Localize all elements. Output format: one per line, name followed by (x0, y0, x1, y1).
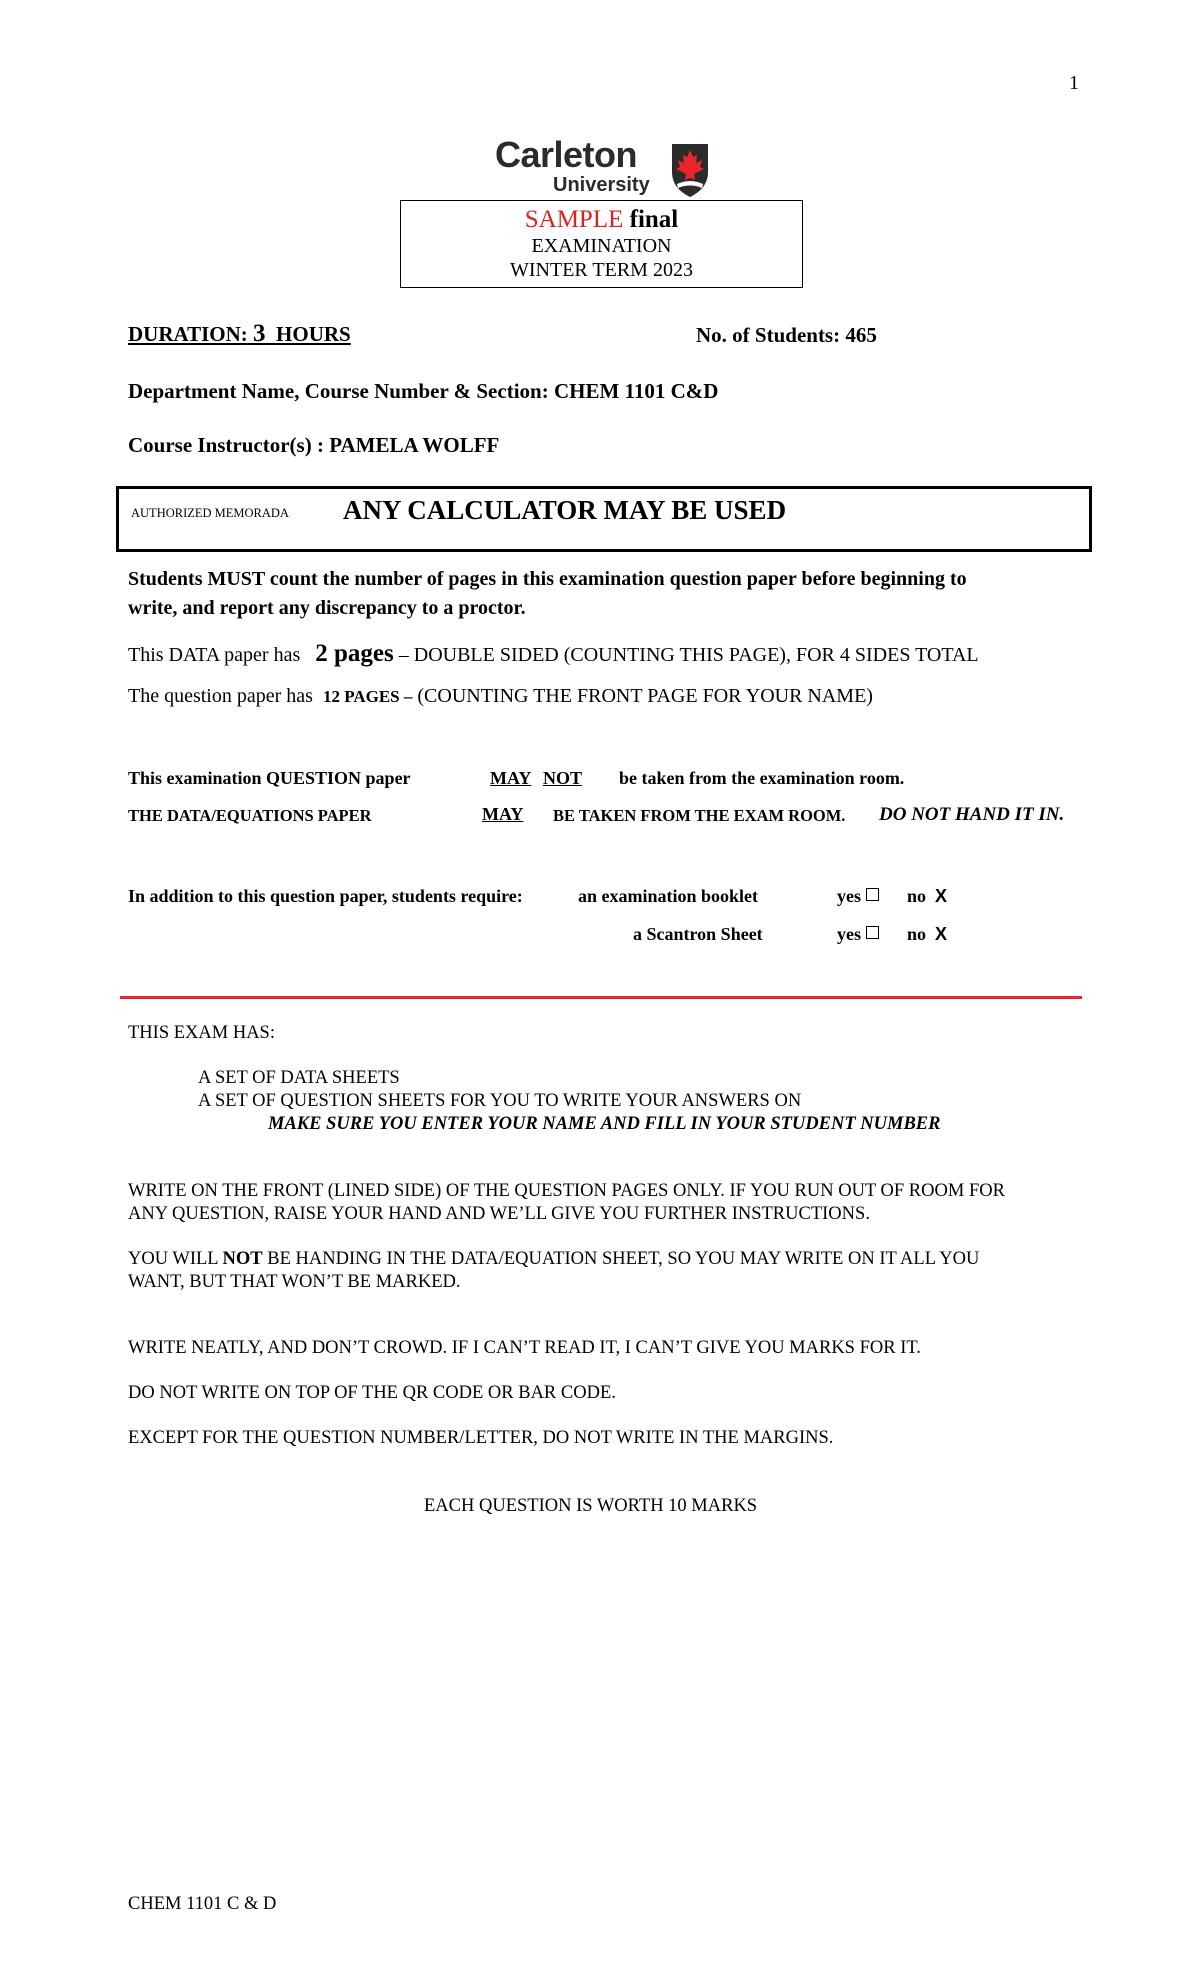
section-divider (120, 996, 1082, 999)
instruction-line: YOU WILL NOT BE HANDING IN THE DATA/EQUATION SHEET, SO YOU MAY WRITE ON IT ALL YOU (128, 1249, 980, 1269)
instruction-line: EXCEPT FOR THE QUESTION NUMBER/LETTER, DO NOT WRITE IN THE MARGINS. (128, 1428, 834, 1448)
logo-wordmark: Carleton (495, 134, 638, 175)
instruction-line: WRITE ON THE FRONT (LINED SIDE) OF THE QUESTION PAGES ONLY. IF YOU RUN OUT OF ROOM FOR (128, 1181, 1005, 1201)
data-paper-removal-may: MAY (482, 804, 524, 824)
data-paper-rest: – DOUBLE SIDED (COUNTING THIS PAGE), FOR 4 SIDES TOTAL (398, 644, 979, 666)
requirement-yes: yes (837, 924, 879, 945)
question-paper-count: 12 PAGES – (322, 687, 413, 706)
duration-label: DURATION: (128, 322, 248, 346)
not-emphasis: NOT (222, 1249, 263, 1269)
yes-checkbox (866, 888, 879, 901)
duration (128, 320, 351, 348)
student-count: No. of Students: 465 (696, 323, 877, 347)
logo-subtitle: University (553, 174, 650, 196)
memoranda-value: ANY CALCULATOR MAY BE USED (343, 495, 787, 525)
exam-title-box (400, 200, 803, 288)
question-paper-rest: (COUNTING THE FRONT PAGE FOR YOUR NAME) (417, 685, 873, 707)
data-paper-prefix: This DATA paper has (128, 644, 301, 666)
yes-checkbox (866, 926, 879, 939)
data-paper-count: 2 pages (315, 640, 394, 667)
instruction-line: ANY QUESTION, RAISE YOUR HAND AND WE’LL GIVE YOU FURTHER INSTRUCTIONS. (128, 1204, 870, 1224)
requirement-yes: yes (837, 886, 879, 907)
course-instructor: Course Instructor(s) : PAMELA WOLFF (128, 433, 500, 457)
no-mark: X (935, 886, 948, 906)
department-course: Department Name, Course Number & Section: CHEM 1101 C&D (128, 379, 719, 403)
final-label: final (629, 206, 679, 233)
question-paper-removal-prefix: This examination QUESTION paper (128, 768, 411, 788)
authorized-memoranda-box (116, 486, 1092, 552)
question-paper-removal-rest: be taken from the examination room. (619, 768, 905, 788)
duration-value: 3 (253, 320, 266, 347)
do-not-hand-in: DO NOT HAND IT IN. (879, 804, 1065, 825)
exam-has-heading: THIS EXAM HAS: (128, 1023, 275, 1043)
data-paper-removal-rest: BE TAKEN FROM THE EXAM ROOM. (553, 806, 846, 825)
instruction-line: WRITE NEATLY, AND DON’T CROWD. IF I CAN’T READ IT, I CAN’T GIVE YOU MARKS FOR IT. (128, 1338, 921, 1358)
no-mark: X (935, 924, 948, 944)
question-paper-prefix: The question paper has (128, 685, 313, 707)
exam-has-item: A SET OF QUESTION SHEETS FOR YOU TO WRITE YOUR ANSWERS ON (198, 1091, 802, 1111)
requirement-no: no X (907, 924, 948, 944)
count-notice-line2: write, and report any discrepancy to a proctor. (128, 597, 526, 619)
term-label: WINTER TERM 2023 (510, 259, 693, 281)
sample-label: SAMPLE (524, 206, 624, 233)
page-number: 1 (1069, 72, 1079, 94)
name-reminder: MAKE SURE YOU ENTER YOUR NAME AND FILL IN YOUR STUDENT NUMBER (268, 1114, 941, 1134)
data-paper-removal-prefix: THE DATA/EQUATIONS PAPER (128, 806, 372, 825)
marks-note: EACH QUESTION IS WORTH 10 MARKS (424, 1496, 758, 1516)
shield-maple-leaf-icon (669, 142, 711, 198)
duration-unit: HOURS (276, 322, 351, 346)
footer-course: CHEM 1101 C & D (128, 1894, 277, 1914)
exam-has-item: A SET OF DATA SHEETS (198, 1068, 400, 1088)
question-paper-removal-may: MAY (490, 768, 532, 788)
university-logo (495, 134, 715, 202)
requirement-label: an examination booklet (578, 886, 759, 906)
requirements-intro: In addition to this question paper, students require: (128, 886, 523, 906)
question-paper-removal-not: NOT (543, 768, 583, 788)
instruction-line: DO NOT WRITE ON TOP OF THE QR CODE OR BAR CODE. (128, 1383, 616, 1403)
requirement-no: no X (907, 886, 948, 906)
exam-label: EXAMINATION (531, 235, 672, 257)
data-paper-pages (128, 640, 979, 668)
requirement-label: a Scantron Sheet (633, 924, 763, 944)
memoranda-label: AUTHORIZED MEMORADA (131, 506, 289, 520)
count-notice-line1: Students MUST count the number of pages in this examination question paper before beginning to (128, 568, 967, 590)
question-paper-pages (128, 685, 873, 708)
instruction-line: WANT, BUT THAT WON’T BE MARKED. (128, 1272, 461, 1292)
